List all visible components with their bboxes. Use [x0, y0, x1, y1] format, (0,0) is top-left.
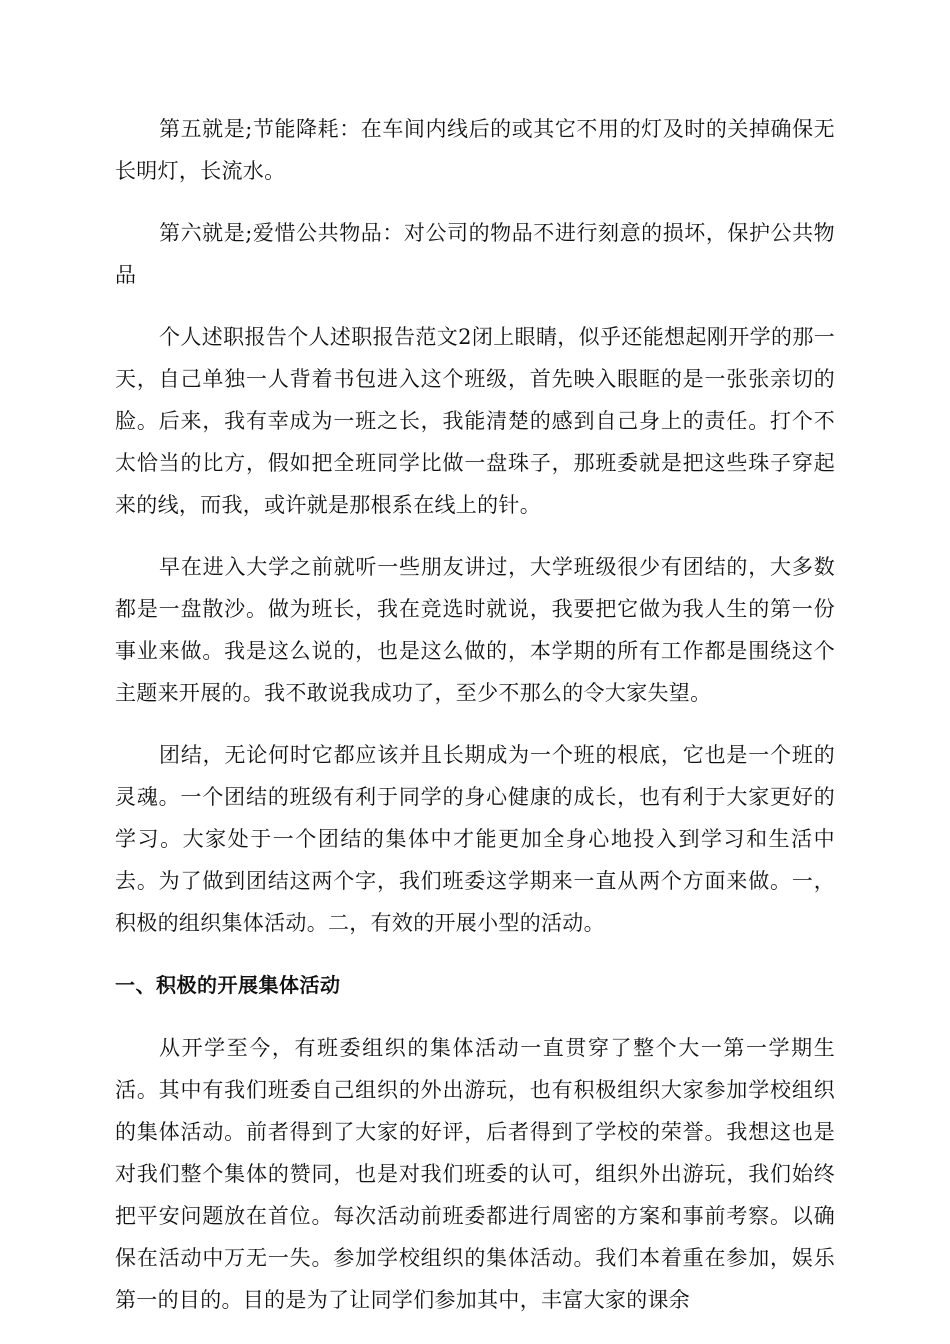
- paragraph-public-property: 第六就是;爱惜公共物品：对公司的物品不进行刻意的损坏，保护公共物品: [115, 221, 835, 287]
- paragraph-collective-activities: 从开学至今，有班委组织的集体活动一直贯穿了整个大一第一学期生活。其中有我们班委自己组织的外出游玩，也有积极组织大家参加学校组织的集体活动。前者得到了大家的好评，后者得到了学校的荣誉。我想这也是对我们整个集体的赞同，也是对我们班委的认可，组织外出游玩，我们始终把平安问题放在首位。每次活动前班委都进行周密的方案和事前考察。以确保在活动中万无一失。参加学校组织的集体活动。我们本着重在参加，娱乐第一的目的。目的是为了让同学们参加其中，丰富大家的课余: [115, 1036, 835, 1312]
- document-body: [115, 108, 835, 1341]
- paragraph-report-intro: 个人述职报告个人述职报告范文2闭上眼睛，似乎还能想起刚开学的那一天，自己单独一人背着书包进入这个班级，首先映入眼眶的是一张张亲切的脸。后来，我有幸成为一班之长，我能清楚的感到自己身上的责任。打个不太恰当的比方，假如把全班同学比做一盘珠子，那班委就是把这些珠子穿起来的线，而我，或许就是那根系在线上的针。: [115, 325, 835, 517]
- paragraph-unity: 团结，无论何时它都应该并且长期成为一个班的根底，它也是一个班的灵魂。一个团结的班级有利于同学的身心健康的成长，也有利于大家更好的学习。大家处于一个团结的集体中才能更加全身心地投入到学习和生活中去。为了做到团结这两个字，我们班委这学期来一直从两个方面来做。一，积极的组织集体活动。二，有效的开展小型的活动。: [115, 743, 835, 935]
- section-heading: 一、积极的开展集体活动: [115, 973, 341, 997]
- paragraph-university-class: 早在进入大学之前就听一些朋友讲过，大学班级很少有团结的，大多数都是一盘散沙。做为班长，我在竞选时就说，我要把它做为我人生的第一份事业来做。我是这么说的，也是这么做的，本学期的所有工作都是围绕这个主题来开展的。我不敢说我成功了，至少不那么的令大家失望。: [115, 555, 835, 705]
- paragraph-energy-saving: 第五就是;节能降耗：在车间内线后的或其它不用的灯及时的关掉确保无长明灯，长流水。: [115, 117, 835, 183]
